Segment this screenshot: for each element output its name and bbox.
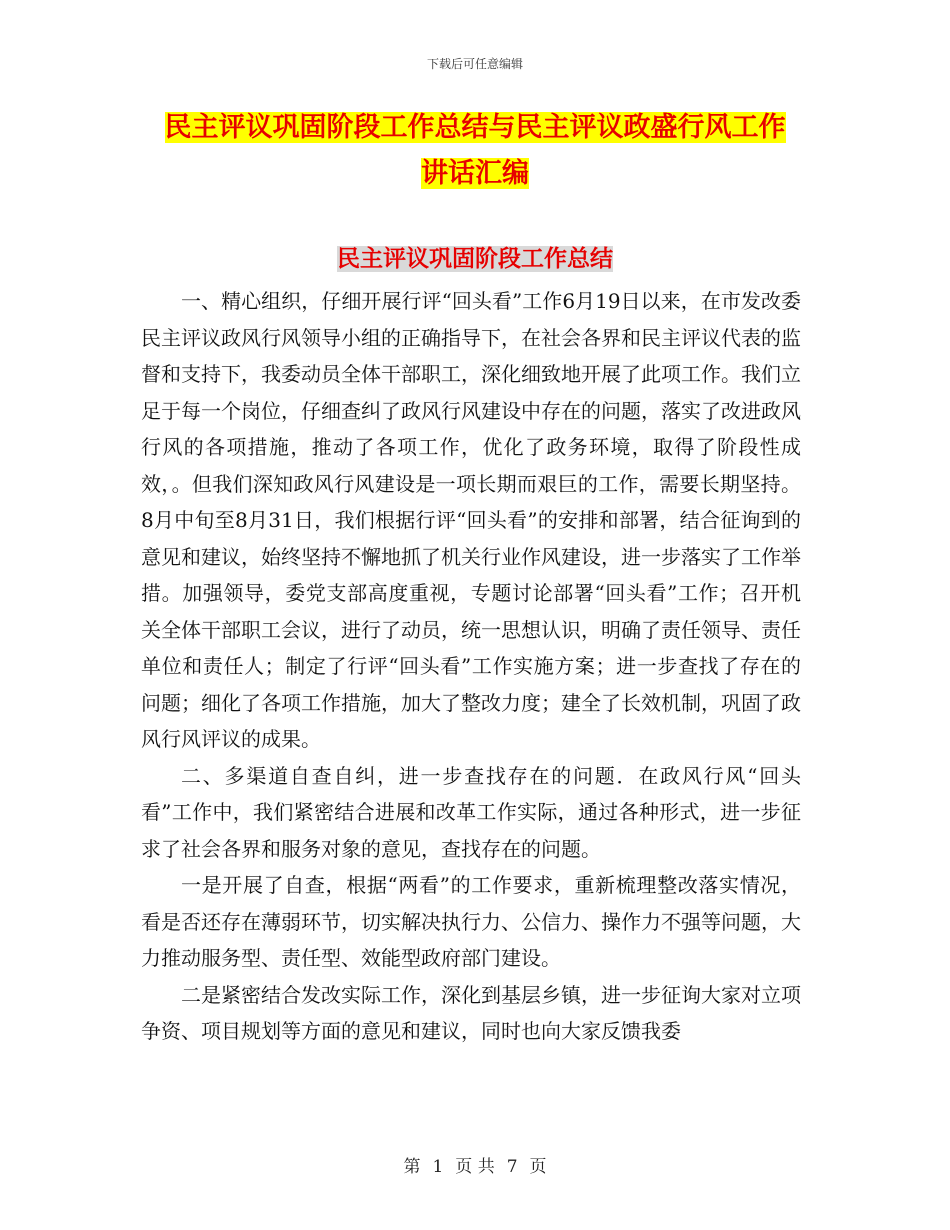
footer-prefix: 第 <box>403 1157 421 1177</box>
section-title <box>0 242 950 276</box>
footer-total-pages: 7 <box>506 1157 518 1177</box>
paragraph-2: 二、多渠道自查自纠，进一步查找存在的问题．在政风行风“回头看”工作中，我们紧密结合进展和改革工作实际，通过各种形式，进一步征求了社会各界和服务对象的意见，查找存在的问题。 <box>141 763 801 861</box>
paragraph-3: 一是开展了自查，根据“两看”的工作要求，重新梳理整改落实情况，看是否还存在薄弱环节，切实解决执行力、公信力、操作力不强等问题，大力推动服务型、责任型、效能型政府部门建设。 <box>141 873 801 970</box>
paragraph-4: 二是紧密结合发改实际工作，深化到基层乡镇，进一步征询大家对立项争资、项目规划等方面的意见和建议，同时也向大家反馈我委 <box>141 982 801 1043</box>
document-title-line-2-text: 讲话汇编 <box>421 158 529 189</box>
document-title-line-2 <box>140 154 810 194</box>
footer-suffix: 页 <box>529 1157 547 1177</box>
document-body <box>141 283 801 1050</box>
header-note: 下载后可任意编辑 <box>426 57 523 71</box>
footer-page-number: 1 <box>432 1157 444 1177</box>
section-title-text: 民主评议巩固阶段工作总结 <box>337 246 613 272</box>
document-title-line-1 <box>140 108 810 148</box>
document-title-line-1-text: 民主评议巩固阶段工作总结与民主评议政盛行风工作 <box>164 112 786 143</box>
footer-mid: 页 共 <box>455 1157 495 1177</box>
page-footer <box>0 1152 950 1177</box>
paragraph-1: 一、精心组织，仔细开展行评“回头看”工作6月19日以来，在市发改委民主评议政风行风领导小组的正确指导下，在社会各界和民主评议代表的监督和支持下，我委动员全体干部职工，深化细致地开展了此项工作。我们立足于每一个岗位，仔细查纠了政风行风建设中存在的问题，落实了改进政风行风的各项措施，推动了各项工作，优化了政务环境，取得了阶段性成效，。但我们深知政风行风建设是一项长期而艰巨的工作，需要长期坚持。8月中旬至8月31日，我们根据行评“回头看”的安排和部署，结合征询到的意见和建议，始终坚持不懈地抓了机关行业作风建设，进一步落实了工作举措。加强领导，委党支部高度重视，专题讨论部署“回头看”工作；召开机关全体干部职工会议，进行了动员，统一思想认识，明确了责任领导、责任单位和责任人；制定了行评“回头看”工作实施方案；进一步查找了存在的问题；细化了各项工作措施，加大了整改力度；建全了长效机制，巩固了政风行风评议的成果。 <box>141 289 801 751</box>
